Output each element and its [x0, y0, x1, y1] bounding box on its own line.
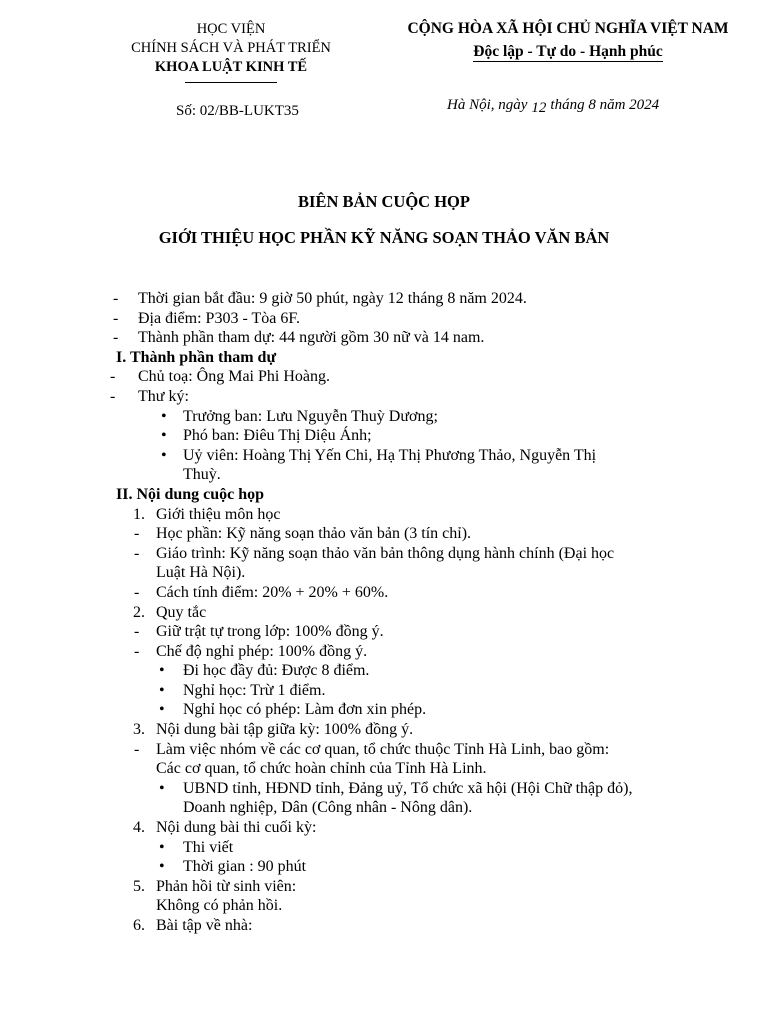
minutes-line [110, 779, 710, 799]
line-text: Địa điểm: P303 - Tòa 6F. [138, 309, 300, 327]
bullet-marker: • [159, 701, 165, 719]
org-underline [185, 82, 277, 83]
minutes-line [110, 896, 710, 916]
national-header [388, 17, 748, 63]
minutes-body [110, 289, 710, 936]
minutes-line [110, 877, 710, 897]
dash-marker: - [134, 525, 140, 543]
line-text: Giáo trình: Kỹ năng soạn thảo văn bản thông dụng hành chính (Đại học [156, 544, 615, 562]
line-text: Chế độ nghỉ phép: 100% đồng ý. [156, 642, 368, 660]
minutes-line [110, 407, 710, 427]
line-text: UBND tỉnh, HĐND tỉnh, Đảng uỷ, Tổ chức xã hội (Hội Chữ thập đỏ), [183, 779, 633, 797]
dash-marker: - [113, 290, 119, 307]
dash-marker: - [134, 740, 140, 758]
list-number: 2. [133, 603, 145, 621]
dash-marker: - [113, 309, 119, 327]
national-motto [388, 40, 748, 63]
section-heading [110, 348, 710, 368]
minutes-line [110, 465, 710, 485]
minutes-line [110, 367, 710, 387]
minutes-line [110, 798, 710, 818]
bullet-marker: • [161, 427, 167, 445]
minutes-line [110, 700, 710, 720]
minutes-line [110, 563, 710, 583]
minutes-line [110, 603, 710, 623]
dash-marker: - [110, 368, 116, 386]
line-text: Bài tập về nhà: [156, 917, 253, 934]
line-text: Chủ toạ: Ông Mai Phi Hoàng. [138, 368, 330, 386]
minutes-line [110, 642, 710, 662]
line-text: Trưởng ban: Lưu Nguyễn Thuỳ Dương; [183, 407, 438, 425]
minutes-line [110, 838, 710, 858]
line-text: Doanh nghiệp, Dân (Công nhân - Nông dân). [183, 799, 473, 817]
minutes-line [110, 857, 710, 877]
list-number: 3. [133, 721, 145, 739]
dash-marker: - [110, 387, 116, 405]
line-text: Nội dung bài tập giữa kỳ: 100% đồng ý. [156, 721, 414, 739]
minutes-line [110, 328, 710, 348]
line-text: Giữ trật tự trong lớp: 100% đồng ý. [156, 623, 384, 641]
line-text: II. Nội dung cuộc họp [116, 485, 265, 503]
bullet-marker: • [159, 779, 165, 797]
minutes-line [110, 544, 710, 564]
minutes-line [110, 622, 710, 642]
minutes-line [110, 505, 710, 525]
line-text: Luật Hà Nội). [156, 564, 246, 582]
document-title: BIÊN BẢN CUỘC HỌP [298, 192, 470, 211]
date-place [447, 97, 659, 114]
list-number: 5. [133, 877, 145, 895]
line-text: Giới thiệu môn học [156, 505, 281, 523]
line-text: I. Thành phần tham dự [116, 348, 277, 366]
minutes-line [110, 740, 710, 760]
dash-marker: - [134, 623, 140, 641]
date-day: 12 [531, 100, 547, 116]
org-name-line2: CHÍNH SÁCH VÀ PHÁT TRIỂN [131, 40, 331, 56]
line-text: Nghỉ học có phép: Làm đơn xin phép. [183, 701, 427, 719]
minutes-line [110, 309, 710, 329]
date-suffix: tháng 8 năm 2024 [550, 97, 660, 113]
document-number: Số: 02/BB-LUKT35 [176, 103, 299, 119]
line-text: Nội dung bài thi cuối kỳ: [156, 819, 317, 837]
list-number: 6. [133, 917, 145, 934]
minutes-line [110, 583, 710, 603]
line-text: Phó ban: Điêu Thị Diệu Ánh; [183, 427, 372, 445]
line-text: Nghỉ học: Trừ 1 điểm. [183, 681, 326, 699]
minutes-line [110, 387, 710, 407]
document-subtitle: GIỚI THIỆU HỌC PHẦN KỸ NĂNG SOẠN THẢO VĂN BẢN [158, 228, 610, 247]
bullet-marker: • [159, 838, 165, 856]
line-text: Thư ký: [138, 387, 189, 405]
minutes-line [110, 916, 710, 936]
date-prefix: Hà Nội, ngày [447, 97, 528, 113]
line-text: Thời gian bắt đầu: 9 giờ 50 phút, ngày 12 tháng 8 năm 2024. [138, 290, 527, 307]
line-text: Thuỳ. [183, 466, 221, 484]
list-number: 4. [133, 819, 145, 837]
list-number: 1. [133, 505, 145, 523]
section-heading [110, 485, 710, 505]
minutes-line [110, 759, 710, 779]
line-text: Phản hồi từ sinh viên: [156, 877, 297, 895]
line-text: Học phần: Kỹ năng soạn thảo văn bản (3 tín chỉ). [156, 525, 472, 543]
minutes-line [110, 661, 710, 681]
nation-name: CỘNG HÒA XÃ HỘI CHỦ NGHĨA VIỆT NAM [407, 20, 729, 37]
motto-text: Độc lập - Tự do - Hạnh phúc [473, 43, 663, 60]
minutes-line [110, 681, 710, 701]
minutes-line [110, 446, 710, 466]
line-text: Uỷ viên: Hoàng Thị Yến Chi, Hạ Thị Phương Thảo, Nguyễn Thị [183, 446, 597, 464]
minutes-line [110, 289, 710, 309]
bullet-marker: • [161, 446, 167, 464]
line-text: Quy tắc [156, 603, 207, 621]
line-text: Không có phản hồi. [156, 897, 283, 915]
line-text: Làm việc nhóm về các cơ quan, tổ chức thuộc Tỉnh Hà Linh, bao gồm: [156, 740, 610, 758]
bullet-marker: • [159, 858, 165, 876]
issuing-organization [100, 20, 362, 83]
line-text: Các cơ quan, tổ chức hoàn chỉnh của Tỉnh Hà Linh. [156, 760, 487, 778]
dash-marker: - [134, 583, 140, 601]
dash-marker: - [113, 329, 119, 347]
minutes-line [110, 818, 710, 838]
line-text: Cách tính điểm: 20% + 20% + 60%. [156, 583, 389, 601]
minutes-line [110, 524, 710, 544]
line-text: Thi viết [183, 838, 234, 856]
line-text: Thành phần tham dự: 44 người gồm 30 nữ và 14 nam. [138, 329, 485, 347]
line-text: Đi học đầy đủ: Được 8 điểm. [183, 662, 370, 680]
dash-marker: - [134, 544, 140, 562]
bullet-marker: • [161, 407, 167, 425]
org-name-line1: HỌC VIỆN [196, 21, 266, 37]
dash-marker: - [134, 642, 140, 660]
minutes-line [110, 426, 710, 446]
bullet-marker: • [159, 662, 165, 680]
org-department: KHOA LUẬT KINH TẾ [154, 59, 308, 75]
bullet-marker: • [159, 681, 165, 699]
line-text: Thời gian : 90 phút [183, 858, 307, 876]
minutes-line [110, 720, 710, 740]
